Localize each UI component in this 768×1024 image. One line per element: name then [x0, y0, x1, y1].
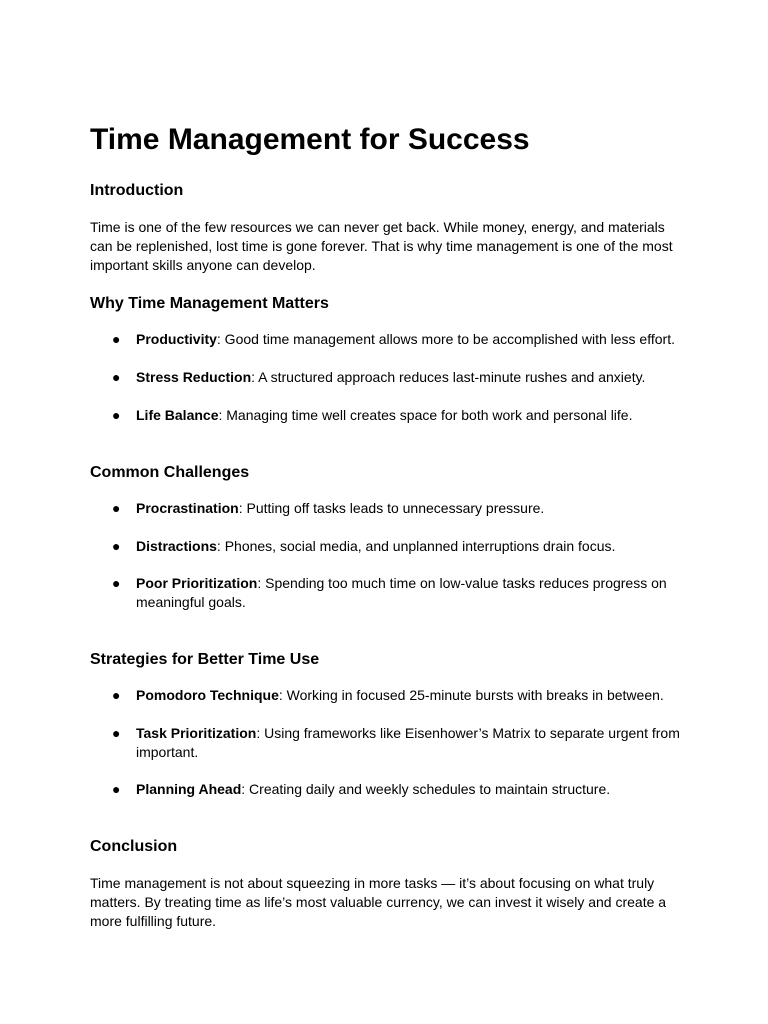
list-item-description: : Using frameworks like Eisenhower’s Matrix to separate urgent from important.	[136, 725, 680, 760]
bullet-icon: ●	[112, 575, 121, 591]
bullet-icon: ●	[112, 538, 121, 554]
list-item-text	[136, 406, 688, 425]
bullet-icon: ●	[112, 500, 121, 516]
list-item-text	[136, 686, 688, 705]
list-item-term: Life Balance	[136, 407, 219, 423]
list-item-description: : Creating daily and weekly schedules to maintain structure.	[241, 781, 611, 797]
list-item-text	[136, 330, 688, 349]
introduction-paragraph: Time is one of the few resources we can never get back. While money, energy, and materials can be replenished, lost time is gone forever. That is why time management is one of the most important skills anyone can develop.	[90, 219, 673, 273]
list-item-term: Pomodoro Technique	[136, 687, 279, 703]
list-item-term: Productivity	[136, 331, 217, 347]
list-item-term: Task Prioritization	[136, 725, 257, 741]
section-heading-introduction: Introduction	[90, 182, 184, 199]
list-item-description: : A structured approach reduces last-minute rushes and anxiety.	[251, 369, 646, 385]
list-item-term: Planning Ahead	[136, 781, 242, 797]
list-item-term: Procrastination	[136, 500, 239, 516]
bullet-icon: ●	[112, 331, 121, 347]
list-item-term: Poor Prioritization	[136, 575, 258, 591]
section-heading-conclusion: Conclusion	[90, 838, 178, 855]
list-item-text	[136, 780, 688, 799]
bullet-icon: ●	[112, 781, 121, 797]
bullet-icon: ●	[112, 369, 121, 385]
list-item-description: : Good time management allows more to be accomplished with less effort.	[216, 331, 675, 347]
list-item-text	[136, 499, 688, 518]
list-item-text	[136, 574, 688, 612]
list-item-text	[136, 537, 688, 556]
bullet-icon: ●	[112, 407, 121, 423]
conclusion-paragraph: Time management is not about squeezing in more tasks — it’s about focusing on what truly matters. By treating time as life’s most valuable currency, we can invest it wisely and create a more fulfilling future.	[90, 875, 667, 929]
list-item-text	[136, 724, 688, 762]
list-item-description: : Phones, social media, and unplanned interruptions drain focus.	[216, 538, 616, 554]
section-heading-challenges: Common Challenges	[90, 464, 250, 481]
list-item-description: : Managing time well creates space for both work and personal life.	[218, 407, 633, 423]
section-heading-why: Why Time Management Matters	[90, 295, 329, 312]
bullet-icon: ●	[112, 687, 121, 703]
list-item-term: Distractions	[136, 538, 217, 554]
list-item-description: : Putting off tasks leads to unnecessary pressure.	[238, 500, 545, 516]
document-title: Time Management for Success	[90, 123, 530, 156]
list-item-text	[136, 368, 688, 387]
list-item-term: Stress Reduction	[136, 369, 252, 385]
bullet-icon: ●	[112, 725, 121, 741]
section-heading-strategies: Strategies for Better Time Use	[90, 651, 320, 668]
list-item-description: : Working in focused 25-minute bursts with breaks in between.	[278, 687, 664, 703]
list-item-description: : Spending too much time on low-value tasks reduces progress on meaningful goals.	[136, 575, 667, 610]
